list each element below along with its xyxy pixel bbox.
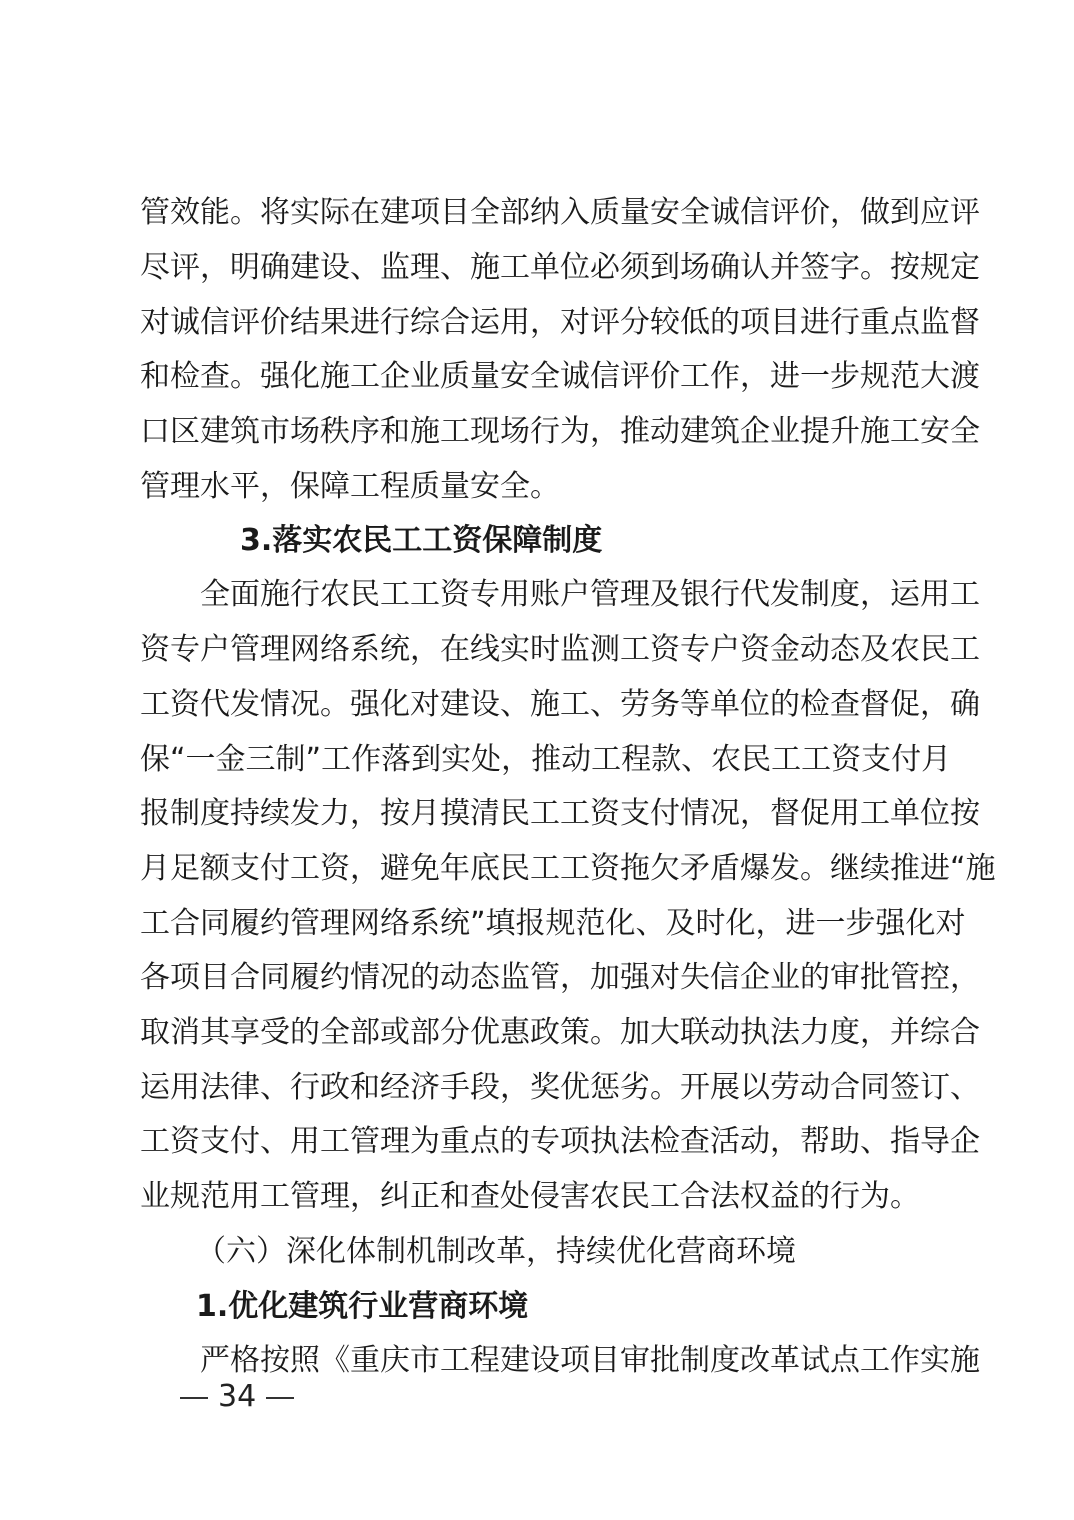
page-footer	[170, 1372, 304, 1422]
footer-dash-left	[180, 1397, 208, 1399]
paragraph-line: 严格按照《重庆市工程建设项目审批制度改革试点工作实施	[200, 1343, 980, 1378]
paragraph-line: 全面施行农民工工资专用账户管理及银行代发制度，运用工	[200, 577, 980, 612]
heading-text: 落实农民工工资保障制度	[272, 523, 603, 558]
page-number: 34	[218, 1379, 257, 1414]
heading-number: 3.	[240, 523, 273, 558]
heading-text: 优化建筑行业营商环境	[228, 1289, 529, 1324]
paragraph-line: 各项目合同履约情况的动态监管，加强对失信企业的审批管控，	[140, 960, 980, 995]
heading-number: 1.	[196, 1289, 229, 1324]
paragraph-line: 保“一金三制”工作落到实处，推动工程款、农民工工资支付月	[140, 742, 952, 777]
subsection-heading	[240, 514, 940, 568]
paragraph-line: 工资代发情况。强化对建设、施工、劳务等单位的检查督促，确	[140, 687, 980, 722]
paragraph-line: 管理水平，保障工程质量安全。	[140, 469, 560, 504]
paragraph-line: 报制度持续发力，按月摸清民工工资支付情况，督促用工单位按	[140, 796, 980, 831]
paragraph-line: 管效能。将实际在建项目全部纳入质量安全诚信评价，做到应评	[140, 195, 980, 230]
paragraph-line: 运用法律、行政和经济手段，奖优惩劣。开展以劳动合同签订、	[140, 1070, 980, 1105]
paragraph-line: 月足额支付工资，避免年底民工工资拖欠矛盾爆发。继续推进“施	[140, 851, 996, 886]
paragraph-line: 业规范用工管理，纠正和查处侵害农民工合法权益的行为。	[140, 1179, 920, 1214]
section-title: （六）深化体制机制改革，持续优化营商环境	[196, 1234, 796, 1269]
paragraph-line: 对诚信评价结果进行综合运用，对评分较低的项目进行重点监督	[140, 305, 980, 340]
paragraph-line: 取消其享受的全部或部分优惠政策。加大联动执法力度，并综合	[140, 1015, 980, 1050]
paragraph-line: 口区建筑市场秩序和施工现场行为，推动建筑企业提升施工安全	[140, 414, 980, 449]
subsection-heading	[196, 1280, 940, 1334]
paragraph-line: 工合同履约管理网络系统”填报规范化、及时化，进一步强化对	[140, 906, 966, 941]
paragraph-line: 工资支付、用工管理为重点的专项执法检查活动，帮助、指导企	[140, 1124, 980, 1159]
paragraph-line: 和检查。强化施工企业质量安全诚信评价工作，进一步规范大渡	[140, 359, 980, 394]
paragraph-line: 资专户管理网络系统，在线实时监测工资专户资金动态及农民工	[140, 632, 980, 667]
paragraph-line: 尽评，明确建设、监理、施工单位必须到场确认并签字。按规定	[140, 250, 980, 285]
footer-dash-right	[266, 1397, 294, 1399]
